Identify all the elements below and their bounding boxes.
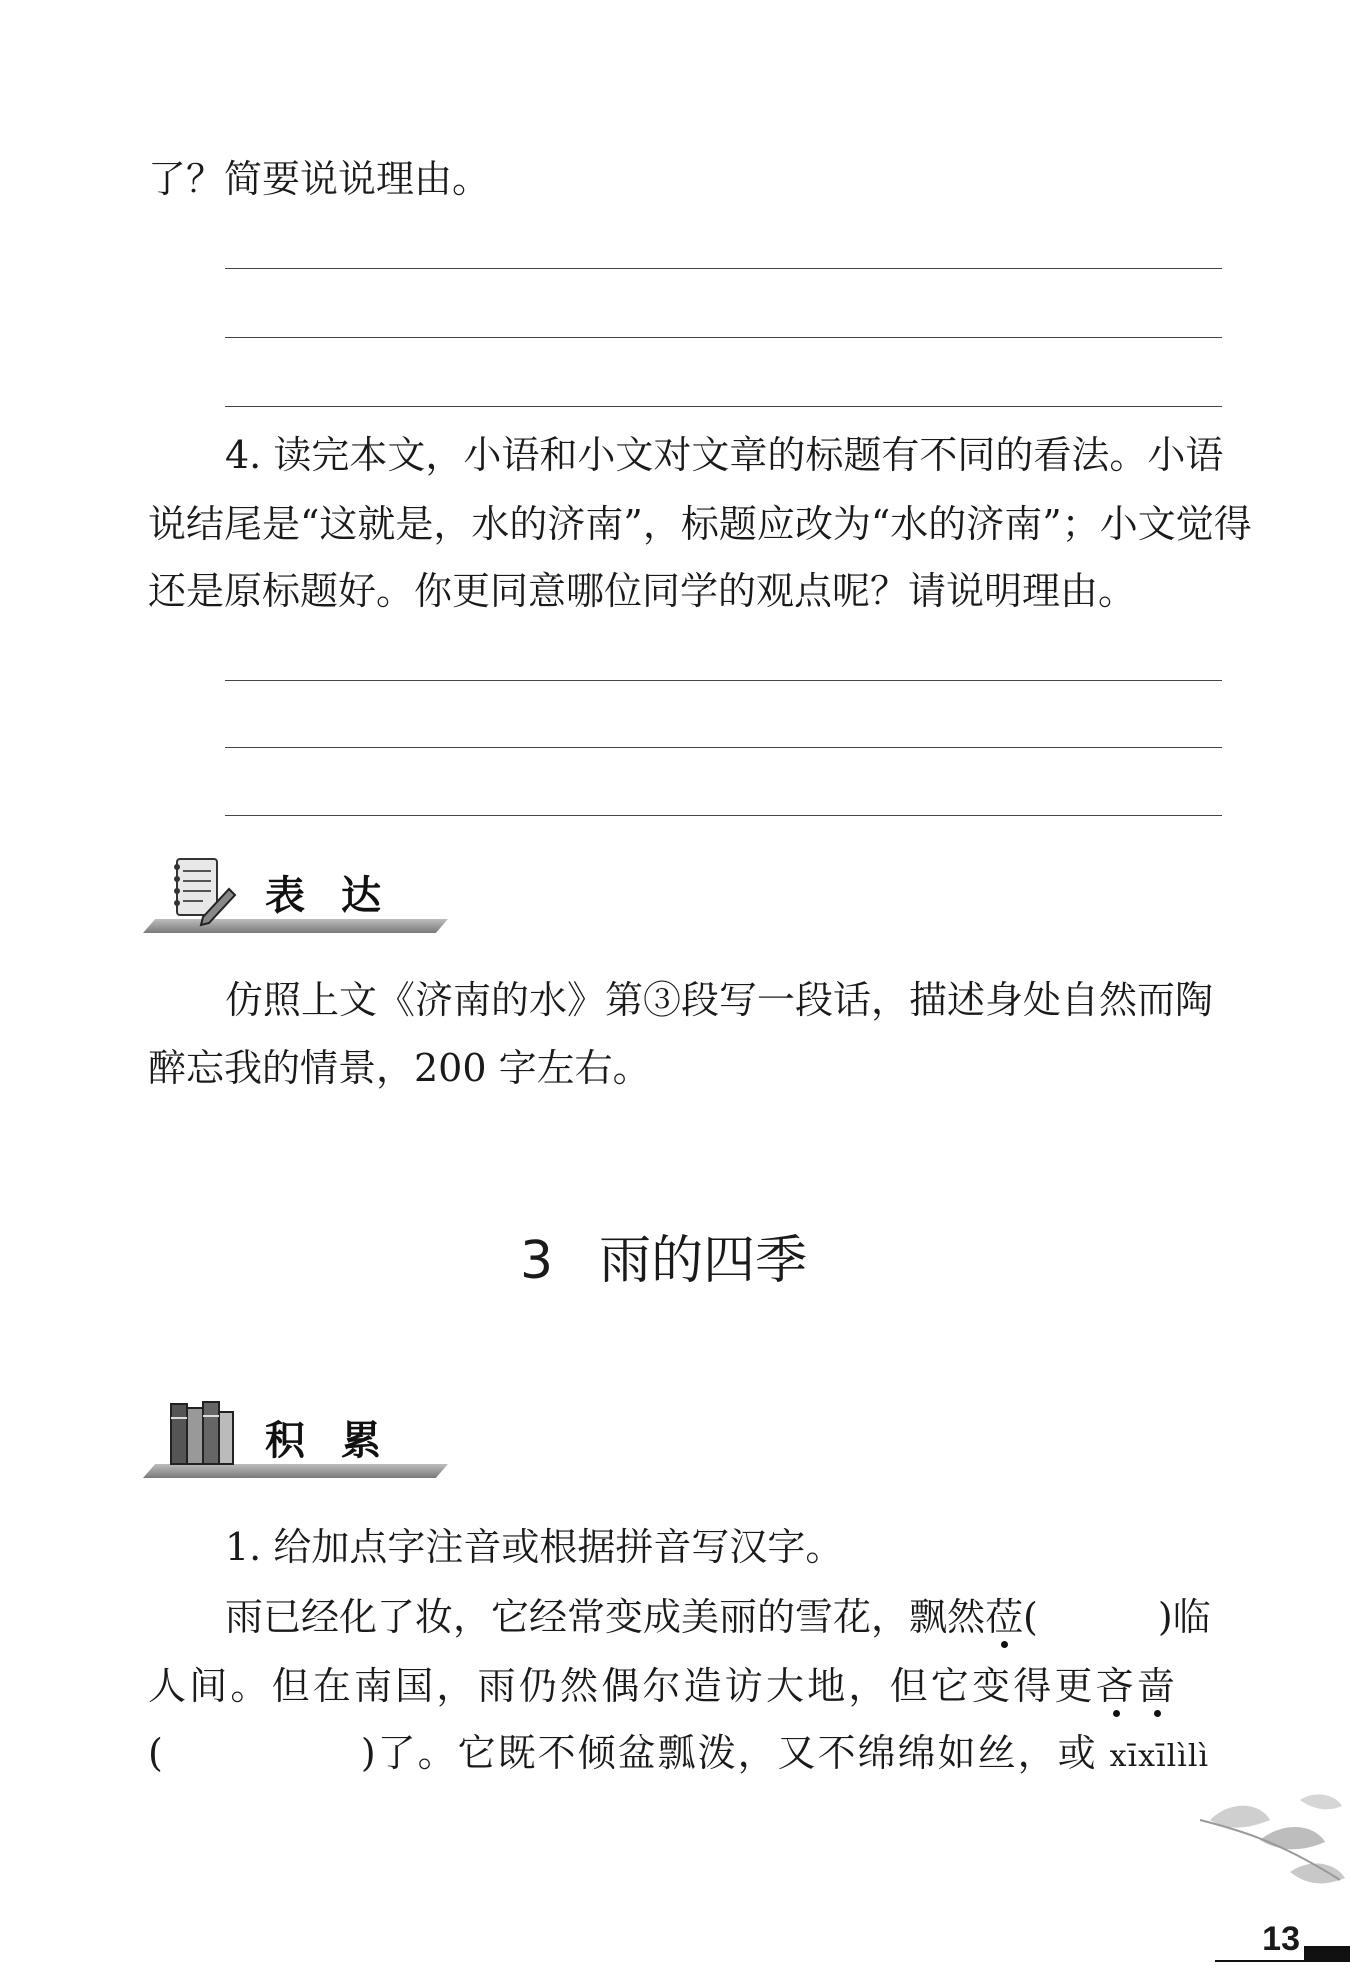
blank-open: ( (1023, 1595, 1038, 1639)
blank-open: ( (148, 1731, 165, 1775)
books-icon (163, 1398, 247, 1472)
dotted-character: 啬 (1136, 1664, 1179, 1708)
passage-line-1 (225, 1595, 1211, 1639)
answer-line[interactable] (225, 815, 1222, 816)
answer-line[interactable] (225, 268, 1222, 269)
notebook-pencil-icon (163, 855, 243, 927)
blank-close: )临 (1157, 1595, 1211, 1639)
question-4-line-1: 4. 读完本文，小语和小文对文章的标题有不同的看法。小语 (225, 433, 1224, 477)
answer-line[interactable] (225, 747, 1222, 748)
page-number: 13 (1262, 1920, 1300, 1958)
question-3-tail: 了？简要说说理由。 (148, 157, 491, 201)
page-number-rule (1215, 1960, 1350, 1962)
accumulate-question-1: 1. 给加点字注音或根据拼音写汉字。 (225, 1525, 844, 1569)
answer-line[interactable] (225, 337, 1222, 338)
chapter-name: 雨的四季 (599, 1231, 808, 1291)
answer-line[interactable] (225, 406, 1222, 407)
passage-text: 人间。但在南国，雨仍然偶尔造访大地，但它变得更 (148, 1664, 1096, 1708)
passage-text: )了。它既不倾盆瓢泼，又不绵绵如丝，或 (360, 1731, 1098, 1775)
question-4-line-3: 还是原标题好。你更同意哪位同学的观点呢？请说明理由。 (148, 569, 1137, 613)
dotted-character: 吝 (1095, 1664, 1137, 1708)
section-header-express (143, 853, 448, 933)
passage-text: 雨已经化了妆，它经常变成美丽的雪花，飘然 (225, 1595, 986, 1639)
answer-line[interactable] (225, 680, 1222, 681)
page-number-bar (1304, 1946, 1350, 1960)
passage-line-3 (148, 1731, 1210, 1775)
passage-line-2 (148, 1664, 1179, 1708)
section-title-express: 表达 (265, 873, 417, 919)
express-prompt-line-2: 醉忘我的情景，200 字左右。 (148, 1046, 651, 1090)
chapter-number: 3 (520, 1231, 554, 1291)
leaf-decoration-icon (1190, 1780, 1350, 1920)
pinyin-text: xīxīlìlì (1109, 1739, 1210, 1774)
question-4-line-2: 说结尾是“这就是，水的济南”，标题应改为“水的济南”；小文觉得 (148, 502, 1252, 546)
dotted-character: 莅 (985, 1595, 1024, 1639)
chapter-title (520, 1218, 807, 1293)
section-title-accumulate: 积累 (265, 1418, 417, 1464)
section-header-accumulate (143, 1398, 448, 1478)
express-prompt-line-1: 仿照上文《济南的水》第③段写一段话，描述身处自然而陶 (225, 978, 1214, 1022)
